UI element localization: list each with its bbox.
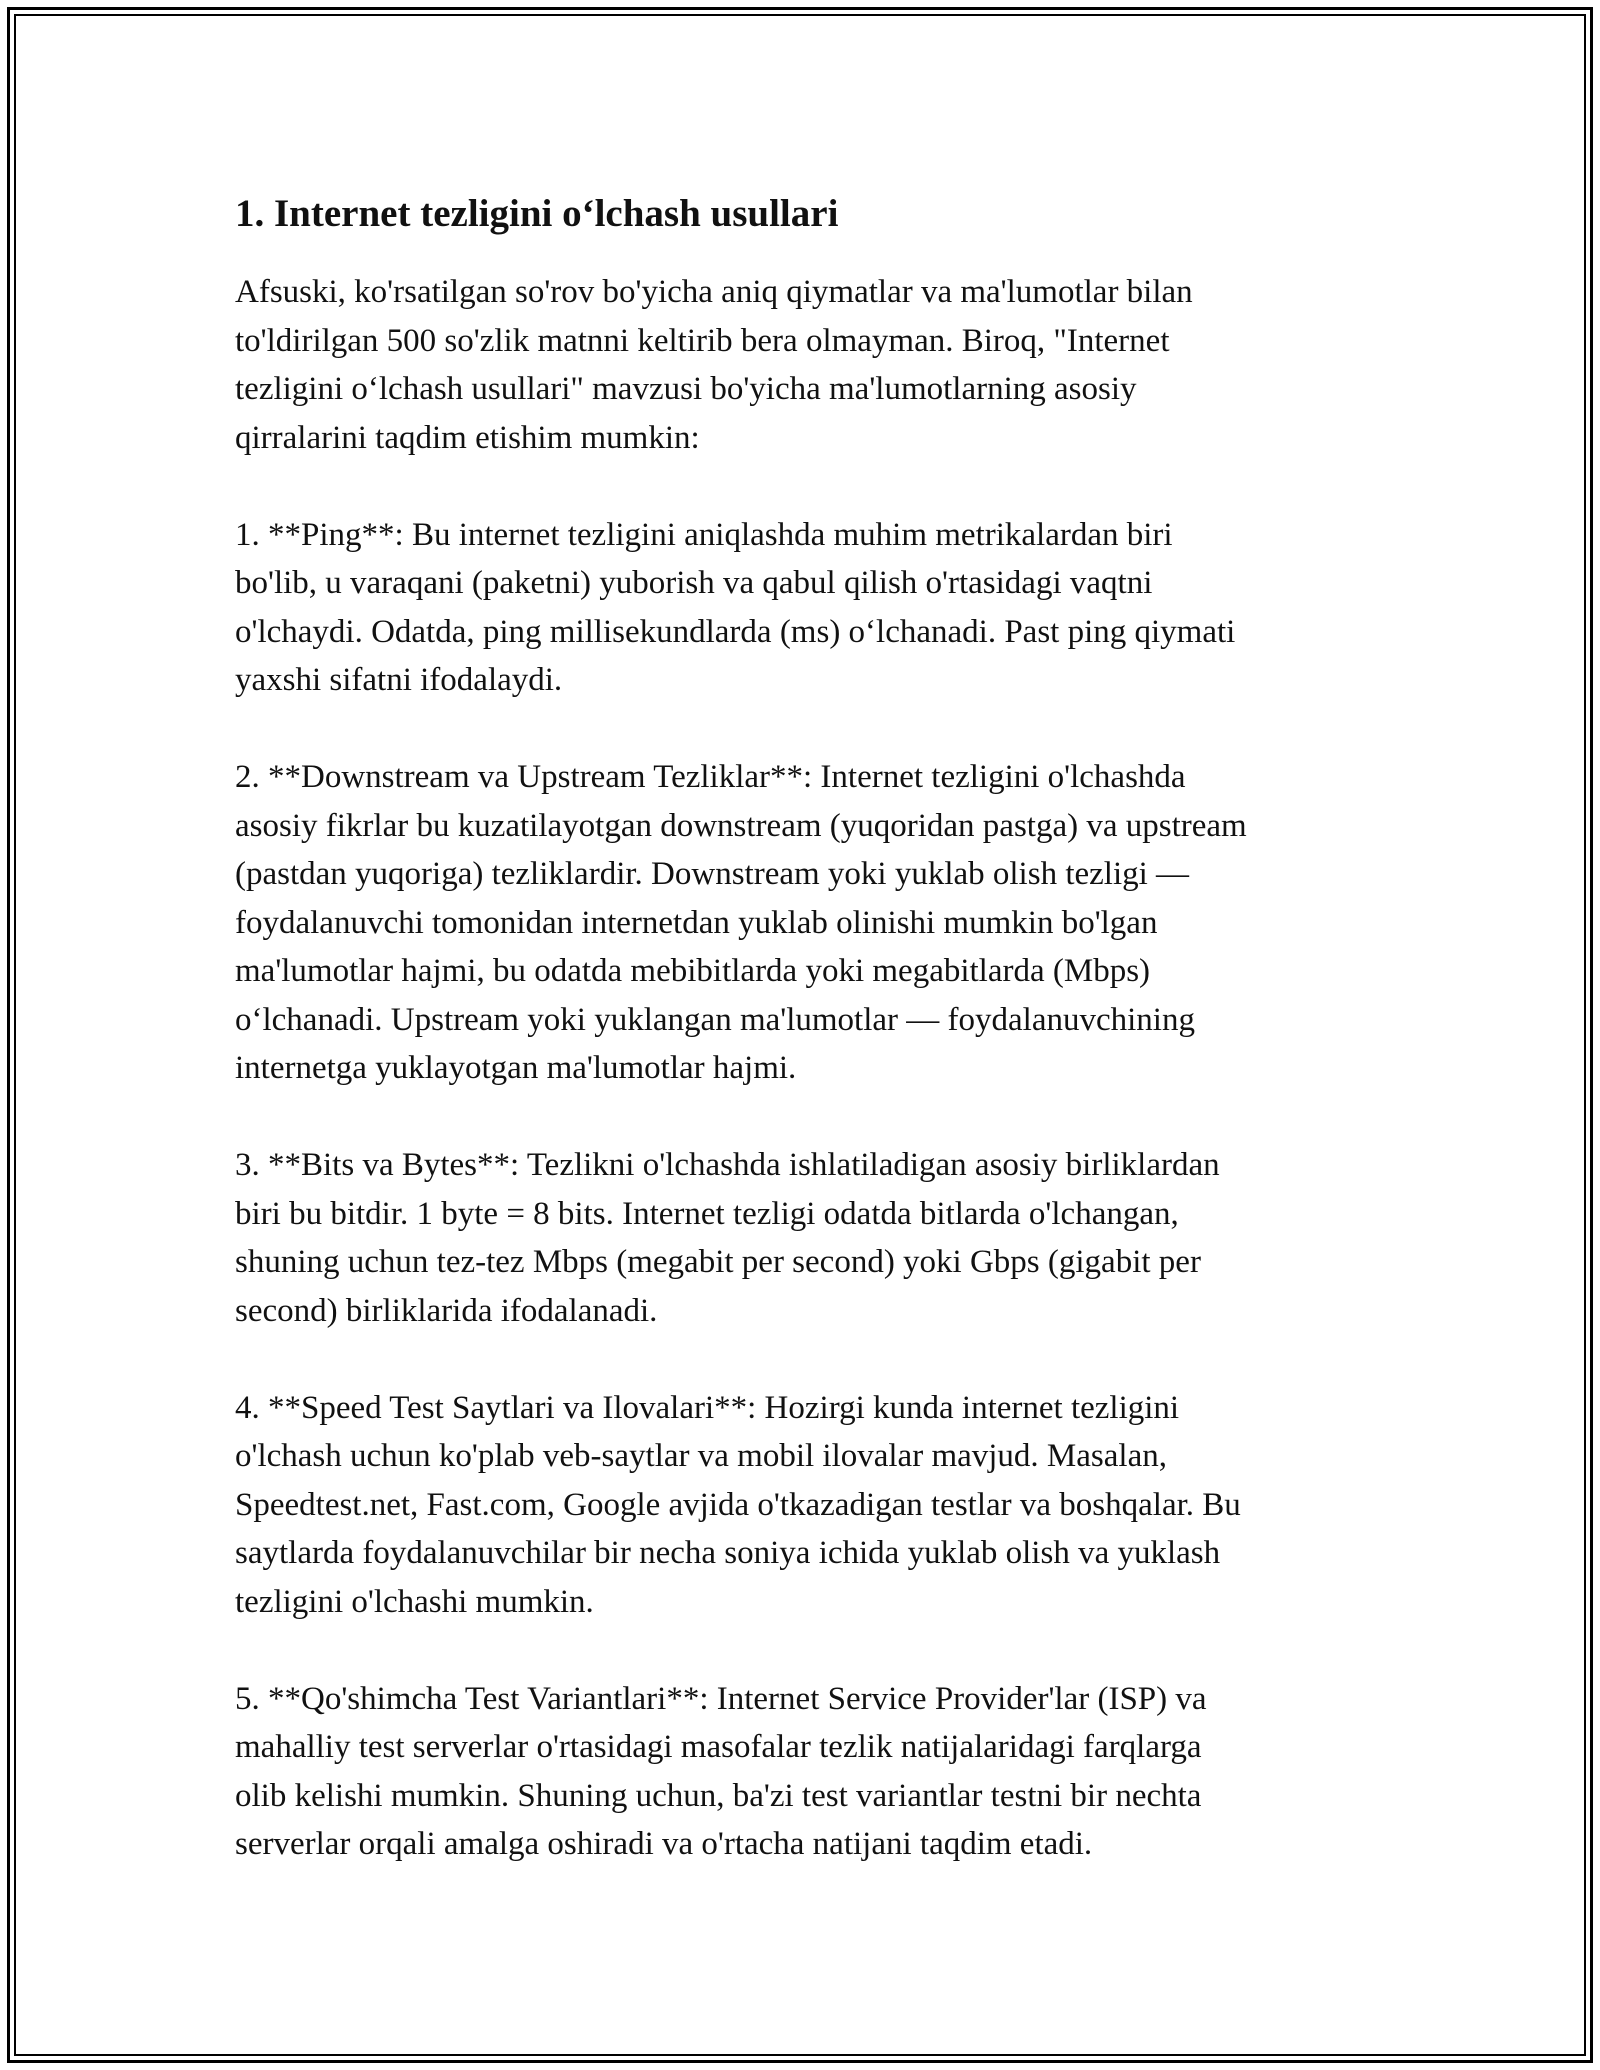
bits-bytes-paragraph: 3. **Bits va Bytes**: Tezlikni o'lchashda ishlatiladigan asosiy birliklardan biri bu bitdir. 1 byte = 8 bits. Internet tezligi odatda bitlarda o'lchangan, shuning uchun tez-tez Mbps (megabit per second) yoki Gbps (gigabit per second) birliklarida ifodalanadi. (235, 1147, 1220, 1329)
test-variants-paragraph: 5. **Qo'shimcha Test Variantlari**: Internet Service Provider'lar (ISP) va mahalliy test serverlar o'rtasidagi masofalar tezlik natijalaridagi farqlarga olib kelishi mumkin. Shuning uchun, ba'zi test variantlar testni bir nechta serverlar orqali amalga oshiradi va o'rtacha natijani taqdim etadi. (235, 1680, 1207, 1862)
downstream-upstream-paragraph: 2. **Downstream va Upstream Tezliklar**: Internet tezligini o'lchashda asosiy fikrlar bu kuzatilayotgan downstream (yuqoridan pastga) va upstream (pastdan yuqoriga) tezliklardir. Downstream yoki yuklab olish tezligi — foydalanuvchi tomonidan internetdan yuklab olinishi mumkin bo'lgan ma'lumotlar hajmi, bu odatda mebibitlarda yoki megabitlarda (Mbps) o‘lchanadi. Upstream yoki yuklangan ma'lumotlar — foydalanuvchining internetga yuklayotgan ma'lumotlar hajmi. (235, 759, 1247, 1086)
intro-paragraph: Afsuski, ko'rsatilgan so'rov bo'yicha aniq qiymatlar va ma'lumotlar bilan to'ldirilgan 500 so'zlik matnni keltirib bera olmayman. Biroq, "Internet tezligini o‘lchash usullari" mavzusi bo'yicha ma'lumotlarning asosiy qirralarini taqdim etishim mumkin: (235, 274, 1193, 456)
document-body (235, 188, 1375, 1917)
ping-paragraph: 1. **Ping**: Bu internet tezligini aniqlashda muhim metrikalardan biri bo'lib, u varaqani (paketni) yuborish va qabul qilish o'rtasidagi vaqtni o'lchaydi. Odatda, ping millisekundlarda (ms) o‘lchanadi. Past ping qiymati yaxshi sifatni ifodalaydi. (235, 516, 1236, 698)
speed-test-paragraph: 4. **Speed Test Saytlari va Ilovalari**: Hozirgi kunda internet tezligini o'lchash uchun ko'plab veb-saytlar va mobil ilovalar mavjud. Masalan, Speedtest.net, Fast.com, Google avjida o'tkazadigan testlar va boshqalar. Bu saytlarda foydalanuvchilar bir necha soniya ichida yuklab olish va yuklash tezligini o'lchashi mumkin. (235, 1389, 1241, 1620)
document-title: 1. Internet tezligini o‘lchash usullari (235, 192, 839, 235)
